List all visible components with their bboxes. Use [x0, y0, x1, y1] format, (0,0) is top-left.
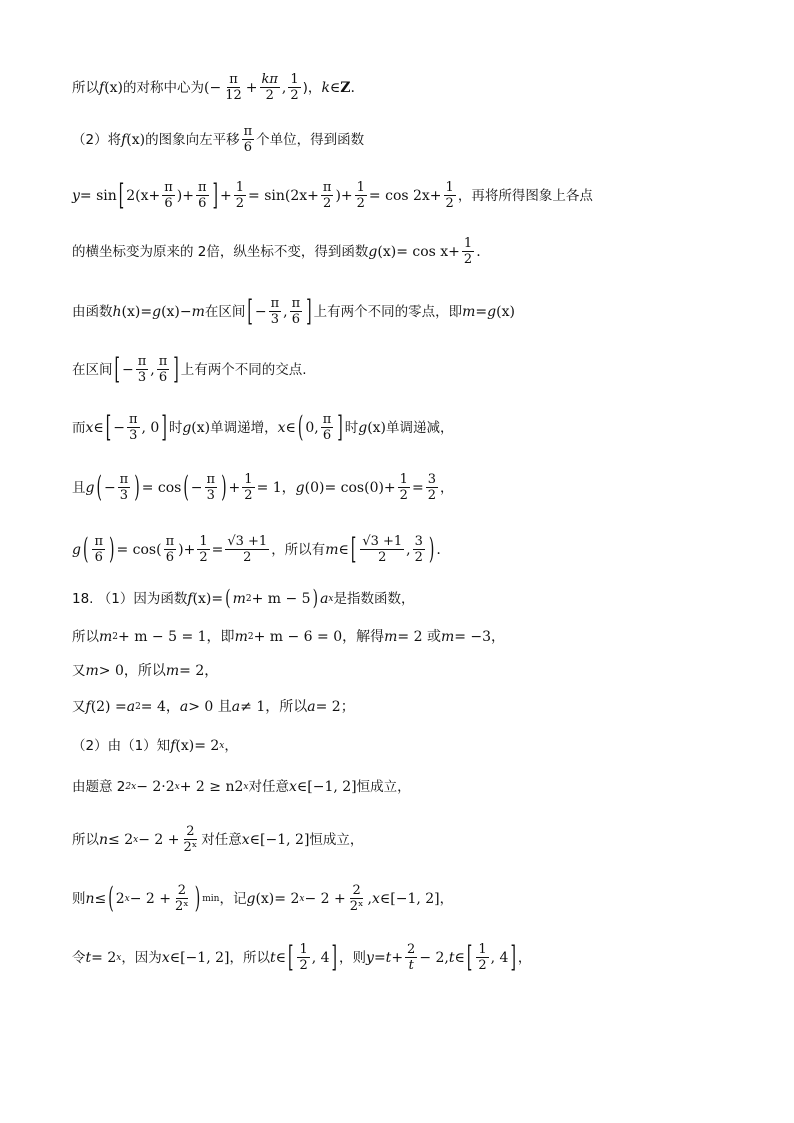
line-18: 令 t = 2 x ，因为 x ∈ [−1, 2] ，所以 t ∈ [ $\frac{1}{2}$ , 4 ] ，则 y = t + $\frac{2}{t}$ − 2, t ∈ [ $\frac{1}{2}$ , 4 ] ，: [72, 940, 532, 975]
line-11: 所以 m 2 + m − 5 = 1，即 m 2 + m − 6 = 0，解得 m = 2 或 m = −3，: [72, 629, 506, 645]
line-6: 在区间 [ − $\frac{\pi}{3}$ , $\frac{\pi}{6}$ ] 上有两个不同的交点.: [72, 352, 307, 387]
line-14: （2）由（1）知 f (x) = 2 x ，: [72, 738, 238, 754]
line-13: 又 f (2) = a 2 = 4， a > 0 且 a ≠ 1，所以 a = 2；: [72, 699, 355, 715]
line-10: 18. （1）因为函数 f (x) = ( m 2 + m − 5 ) a x 是指数函数，: [72, 587, 415, 611]
line-4: 的横坐标变为原来的 2倍，纵坐标不变，得到函数 g (x) = cos x+ $\frac{1}{2}$ .: [72, 236, 481, 267]
line-5: 由函数 h (x) = g (x) − m 在区间 [ − $\frac{\pi}{3}$ , $\frac{\pi}{6}$ ] 上有两个不同的零点，即 m = g (x): [72, 294, 515, 329]
line-2: （2）将 f (x) 的图象向左平移 $\frac{\pi}{6}$ 个单位，得到函数: [72, 124, 365, 155]
line-8: 且 g ( − $\frac{\pi}{3}$ ) = cos ( − $\frac{\pi}{3}$ ) + $\frac{1}{2}$ = 1， g (0) = cos(0)+ $\frac{1}{2}$ = $\frac{3}{2}$ ，: [72, 470, 454, 505]
line-15: 由题意 2 2x − 2·2 x + 2 ≥ n2 x 对任意 x ∈ [−1, 2] 恒成立，: [72, 779, 411, 795]
line-3: y = sin [ 2(x+ $\frac{\pi}{6}$ )+ $\frac{\pi}{6}$ ] + $\frac{1}{2}$ = sin(2x+ $\frac{\pi}{2}$ )+ $\frac{1}{2}$ = cos 2x+ $\frac{1}{2}$ ，再将所得图象上各点: [72, 178, 593, 213]
line-12: 又 m > 0，所以 m = 2，: [72, 663, 219, 679]
line-16: 所以 n ≤ 2 x − 2 + $\frac{2}{\text{2ˣ}}$ 对任意 x ∈ [−1, 2] 恒成立，: [72, 824, 364, 855]
line-17: 则 n ≤ ( 2 x − 2 + $\frac{2}{\text{2ˣ}}$ ) min ，记 g (x) = 2 x − 2 + $\frac{2}{\text{2ˣ}}$ , x ∈ [−1, 2] ，: [72, 881, 454, 916]
line-1: 所以 f (x) 的对称中心为 (− $\frac{\pi}{12}$ + $\frac{k\pi}{2}$ , $\frac{1}{2}$ )， k ∈ Z .: [72, 72, 355, 103]
line-7: 而 x ∈ [ − $\frac{\pi}{3}$ , 0 ] 时 g (x) 单调递增， x ∈ ( 0, $\frac{\pi}{6}$ ] 时 g (x) 单调递减，: [72, 410, 454, 445]
line-9: g ( $\frac{\pi}{6}$ ) = cos( $\frac{\pi}{6}$ )+ $\frac{1}{2}$ = $\frac{√3 +1}{2}$ ，所以有 m ∈ [ $\frac{√3 +1}{2}$ , $\frac{3}{2}$ ) .: [72, 532, 441, 567]
